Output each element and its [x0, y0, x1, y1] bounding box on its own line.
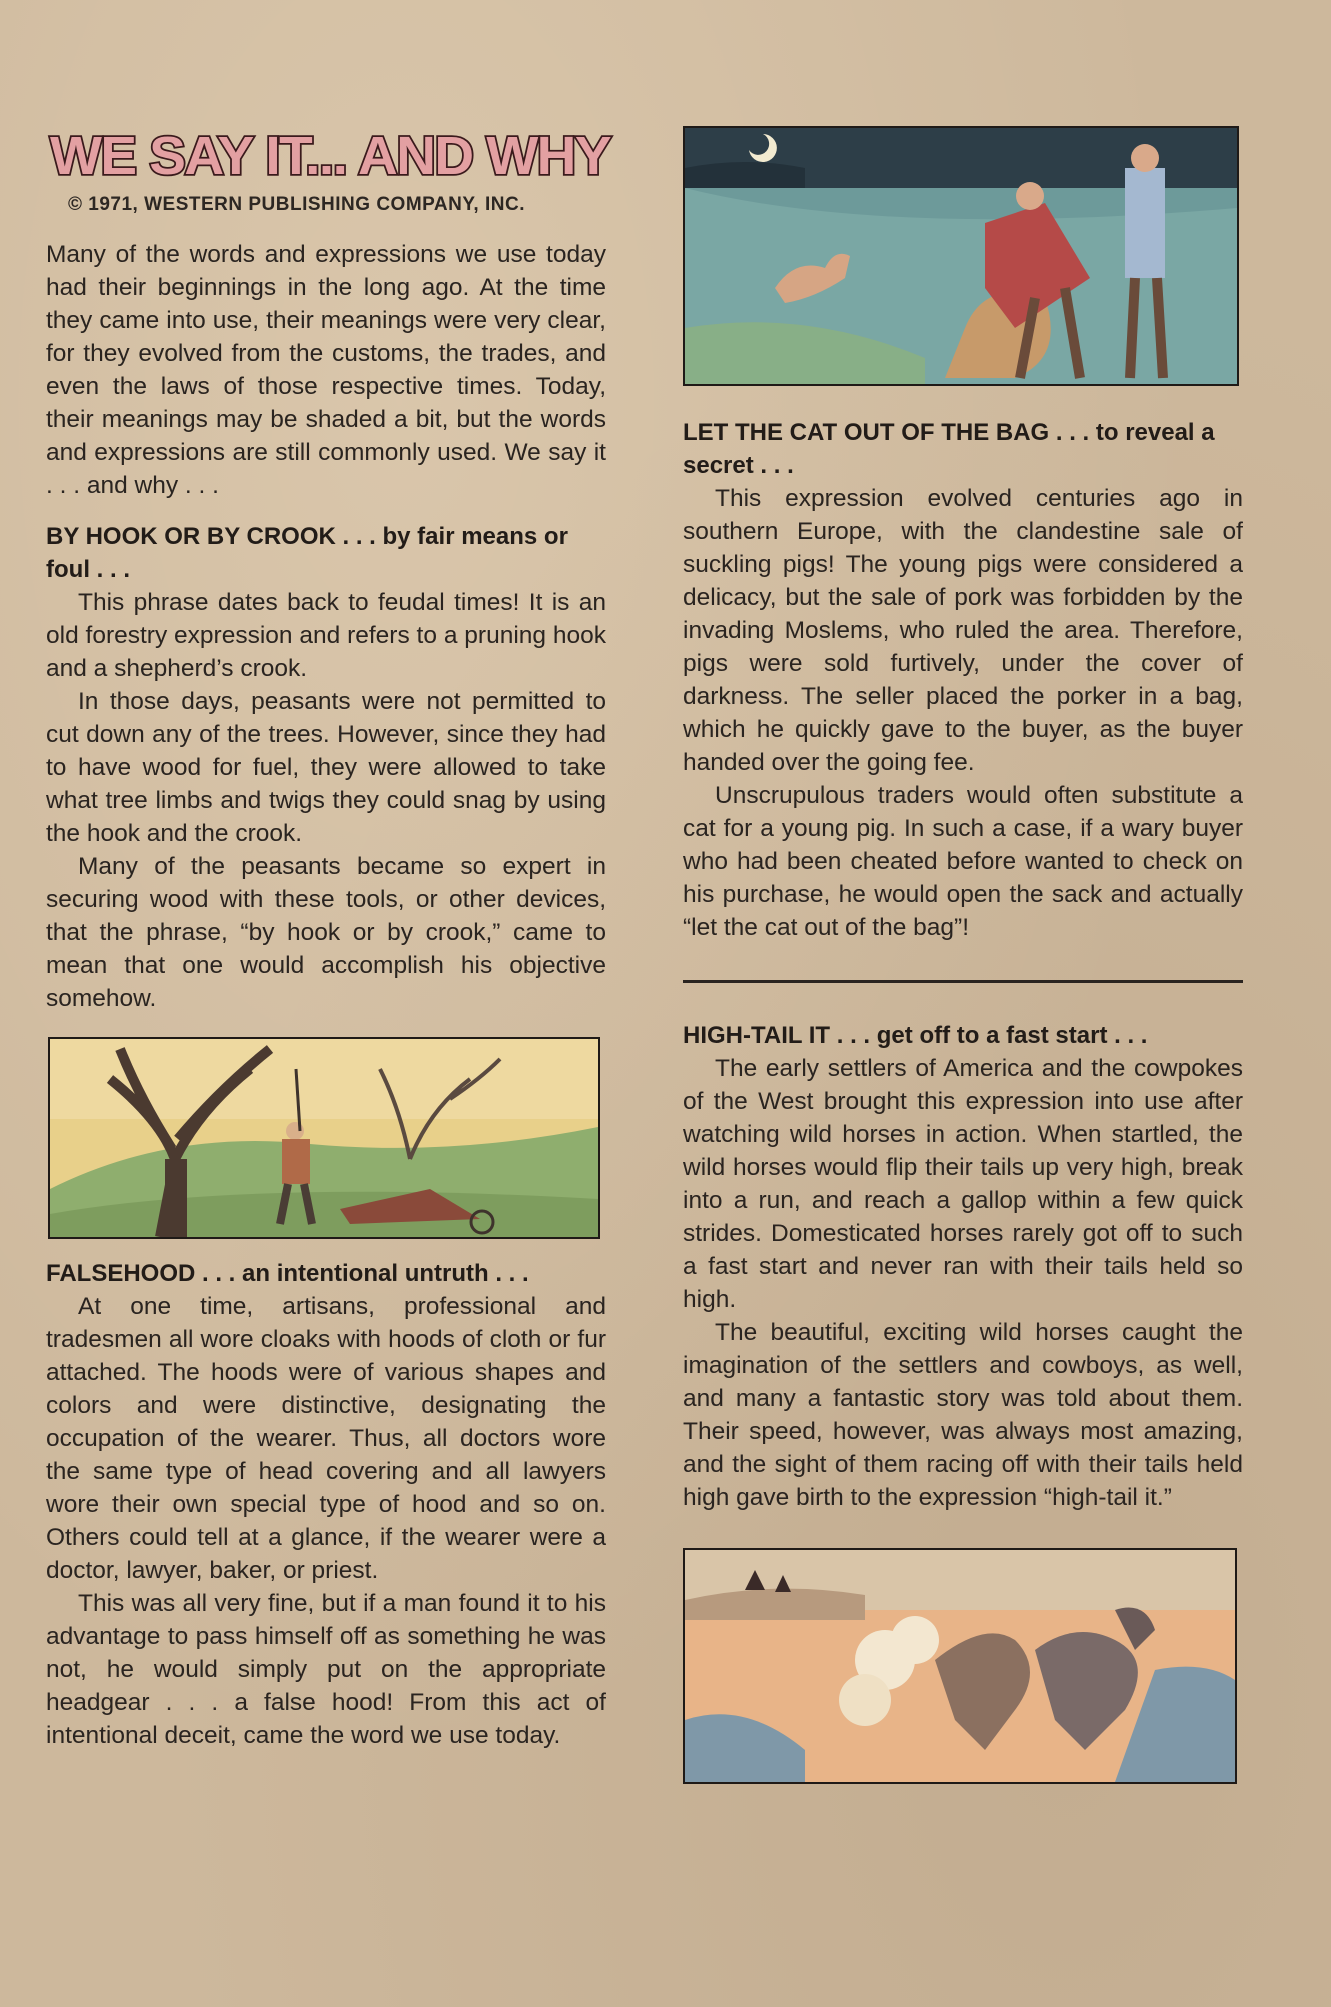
- intro-paragraph: Many of the words and expressions we use today had their beginnings in the long ago. At the time they came into use, their meanings were very clear, for they evolved from the customs, the trades, and even the laws of those respective times. Today, their meanings may be shaded a bit, but the words and expressions are still commonly used. We say it . . . and why . . .: [46, 241, 606, 499]
- illustration-peasant-tree: [48, 1037, 600, 1239]
- left-column: [46, 118, 612, 1752]
- falsehood-paragraph-2: This was all very fine, but if a man found it to his advantage to pass himself off as something he was not, he would simply put on the appropriate headgear . . . a false hood! From this act of intentional deceit, came the word we use today.: [46, 1590, 606, 1749]
- illustration-cat-bag: [683, 126, 1239, 386]
- right-column: [683, 126, 1243, 1784]
- term: LET THE CAT OUT OF THE BAG: [683, 419, 1050, 446]
- hightail-paragraph-2: The beautiful, exciting wild horses caught the imagination of the settlers and cowboys, as well, and many a fantastic story was told about them. Their speed, however, was always most amazing, and the sight of them racing off with their tails held high gave birth to the expression “high-tail it.”: [683, 1319, 1243, 1511]
- heading-hook: [46, 520, 606, 586]
- heading-cat: [683, 416, 1243, 482]
- title-logo: [46, 118, 616, 188]
- term: FALSEHOOD: [46, 1260, 196, 1287]
- cat-paragraph-2: Unscrupulous traders would often substitute a cat for a young pig. In such a case, if a wary buyer who had been cheated before wanted to check on his purchase, he would open the sack and actually “let the cat out of the bag”!: [683, 782, 1243, 941]
- falsehood-paragraph-1: At one time, artisans, professional and tradesmen all wore cloaks with hoods of cloth or fur attached. The hoods were of various shapes and colors and were distinctive, designating the occupation of the wearer. Thus, all doctors wore the same type of head covering and all lawyers wore their own special type of hood and so on. Others could tell at a glance, if the wearer were a doctor, lawyer, baker, or priest.: [46, 1293, 606, 1584]
- term: BY HOOK OR BY CROOK: [46, 523, 336, 550]
- meaning: . . . an intentional untruth . . .: [195, 1260, 529, 1287]
- hook-paragraph-3: Many of the peasants became so expert in securing wood with these tools, or other devices, that the phrase, “by hook or by crook,” came to mean that one would accomplish his objective somehow.: [46, 853, 606, 1012]
- hook-paragraph-2: In those days, peasants were not permitted to cut down any of the trees. However, since they had to have wood for fuel, they were allowed to take what tree limbs and twigs they could snag by using the hook and the crook.: [46, 688, 606, 847]
- cat-paragraph-1: This expression evolved centuries ago in southern Europe, with the clandestine sale of suckling pigs! The young pigs were considered a delicacy, but the sale of pork was forbidden by the invading Moslems, who ruled the area. Therefore, pigs were sold furtively, under the cover of darkness. The seller placed the porker in a bag, which he quickly gave to the buyer, as the buyer handed over the going fee.: [683, 485, 1243, 776]
- hightail-paragraph-1: The early settlers of America and the cowpokes of the West brought this expression into use after watching wild horses in action. When startled, the wild horses would flip their tails up very high, break into a run, and reach a gallop within a few quick strides. Domesticated horses rarely got off to such a fast start and never ran with their tails held so high.: [683, 1055, 1243, 1313]
- term: HIGH-TAIL IT: [683, 1022, 831, 1049]
- illustration-wild-horses: [683, 1548, 1237, 1784]
- heading-falsehood: [46, 1257, 606, 1290]
- meaning: . . . get off to a fast start . . .: [830, 1022, 1148, 1049]
- hook-paragraph-1: This phrase dates back to feudal times! It is an old forestry expression and refers to a pruning hook and a shepherd’s crook.: [46, 589, 606, 682]
- copyright-notice: © 1971, WESTERN PUBLISHING COMPANY, INC.: [68, 194, 525, 215]
- title-text: WE SAY IT... AND WHY: [50, 126, 612, 186]
- meaning: . . . to reveal a secret . . .: [683, 419, 1215, 479]
- heading-hightail: [683, 1019, 1243, 1052]
- meaning: . . . by fair means or foul . . .: [46, 523, 568, 583]
